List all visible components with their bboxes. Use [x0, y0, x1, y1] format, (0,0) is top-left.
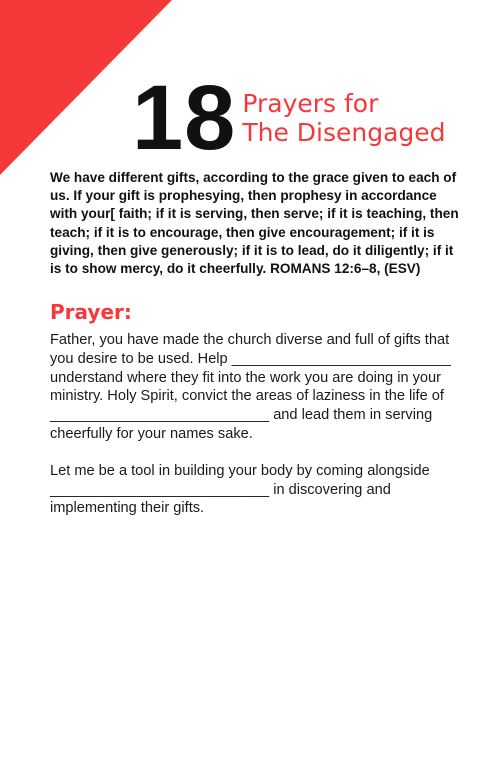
title-line-1: Prayers for — [242, 89, 379, 118]
prayer-paragraph-2: Let me be a tool in building your body by coming alongside ___________________________ in discovering and implementing their gifts. — [50, 462, 430, 517]
prayer-number: 18 — [132, 67, 237, 169]
page-title — [242, 89, 445, 147]
scripture-passage: We have different gifts, according to the grace given to each of us. If your gift is prophesying, then prophesy in accordance with your[ faith; if it is serving, then serve; if it is teaching, then teach; if it is to encourage, then give encouragement; if it is giving, then give generously; if it is to lead, do it diligently; if it is to show mercy, do it cheerfully. ROMANS 12:6–8, (ESV) — [50, 170, 459, 277]
title-line-2: The Disengaged — [242, 118, 446, 147]
prayer-body — [50, 331, 455, 536]
prayer-paragraph-1: Father, you have made the church diverse and full of gifts that you desire to be used. Help ___________________________ understand where they fit into the work you are doing in your ministry. Holy Spirit, convict the areas of laziness in the life of ___________________________ and lead them in serving cheerfully for your names sake. — [50, 332, 451, 442]
prayer-heading: Prayer: — [50, 300, 132, 324]
page-header — [132, 67, 446, 169]
